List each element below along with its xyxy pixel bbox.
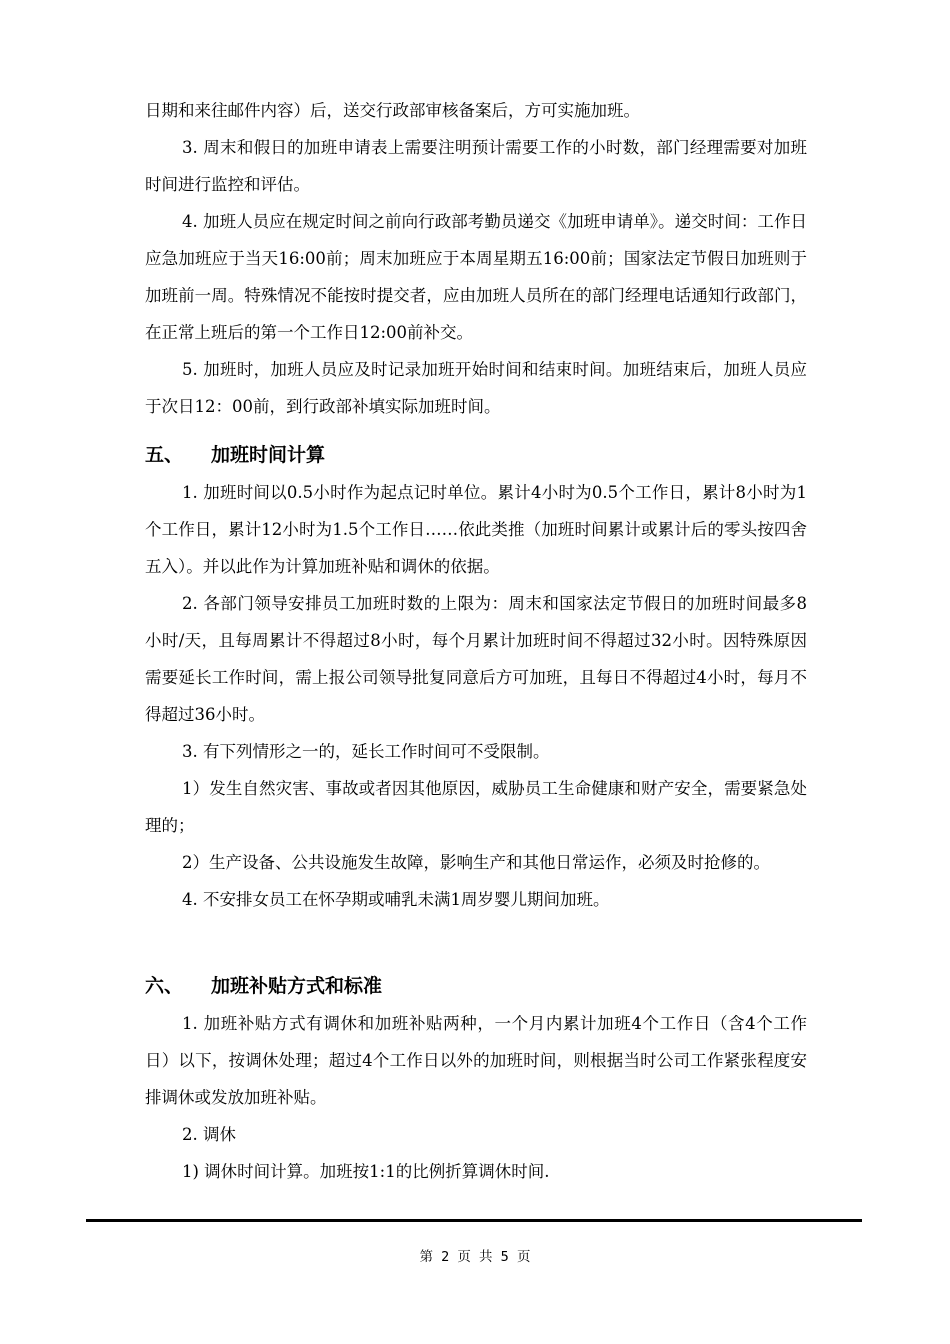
spacer <box>145 425 807 437</box>
section5-paragraph-1: 1. 加班时间以0.5小时作为起点记时单位。累计4小时为0.5个工作日，累计8小时为1个工作日，累计12小时为1.5个工作日……依此类推（加班时间累计或累计后的零头按四舍五入）。并以此作为计算加班补贴和调休的依据。 <box>145 483 807 576</box>
section-heading-6 <box>145 968 807 1005</box>
section-title: 加班时间计算 <box>211 444 326 466</box>
section5-subitem-2: 2）生产设备、公共设施发生故障，影响生产和其他日常运作，必须及时抢修的。 <box>182 853 770 872</box>
section5-subitem-1: 1）发生自然灾害、事故或者因其他原因，威胁员工生命健康和财产安全，需要紧急处理的； <box>145 779 807 835</box>
paragraph-continuation: 日期和来往邮件内容）后，送交行政部审核备案后，方可实施加班。 <box>145 101 640 120</box>
section6-paragraph-2: 2. 调休 <box>182 1125 236 1144</box>
page-number: 第 2 页 共 5 页 <box>419 1249 531 1265</box>
paragraph-item-5: 5. 加班时，加班人员应及时记录加班开始时间和结束时间。加班结束后，加班人员应于次日12：00前，到行政部补填实际加班时间。 <box>145 360 807 416</box>
document-body <box>145 92 807 1190</box>
paragraph-item-4: 4. 加班人员应在规定时间之前向行政部考勤员递交《加班申请单》。递交时间：工作日应急加班应于当天16:00前；周末加班应于本周星期五16:00前；国家法定节假日加班则于加班前一周。特殊情况不能按时提交者，应由加班人员所在的部门经理电话通知行政部门，在正常上班后的第一个工作日12:00前补交。 <box>145 212 807 342</box>
section-number: 六、 <box>145 975 184 997</box>
paragraph-item-3: 3. 周末和假日的加班申请表上需要注明预计需要工作的小时数，部门经理需要对加班时间进行监控和评估。 <box>145 138 807 194</box>
section6-subitem-1: 1) 调休时间计算。加班按1:1的比例折算调休时间. <box>182 1162 550 1181</box>
section5-paragraph-2: 2. 各部门领导安排员工加班时数的上限为：周末和国家法定节假日的加班时间最多8小时/天，且每周累计不得超过8小时，每个月累计加班时间不得超过32小时。因特殊原因需要延长工作时间，需上报公司领导批复同意后方可加班，且每日不得超过4小时，每月不得超过36小时。 <box>145 594 807 724</box>
section5-paragraph-4: 4. 不安排女员工在怀孕期或哺乳未满1周岁婴儿期间加班。 <box>182 890 610 909</box>
section-heading-5 <box>145 437 807 474</box>
section-number: 五、 <box>145 444 184 466</box>
section-title: 加班补贴方式和标准 <box>211 975 383 997</box>
section5-paragraph-3: 3. 有下列情形之一的，延长工作时间可不受限制。 <box>182 742 550 761</box>
spacer <box>145 918 807 968</box>
section6-paragraph-1: 1. 加班补贴方式有调休和加班补贴两种，一个月内累计加班4个工作日（含4个工作日）以下，按调休处理；超过4个工作日以外的加班时间，则根据当时公司工作紧张程度安排调休或发放加班补贴。 <box>145 1014 807 1107</box>
footer-divider <box>86 1219 862 1222</box>
